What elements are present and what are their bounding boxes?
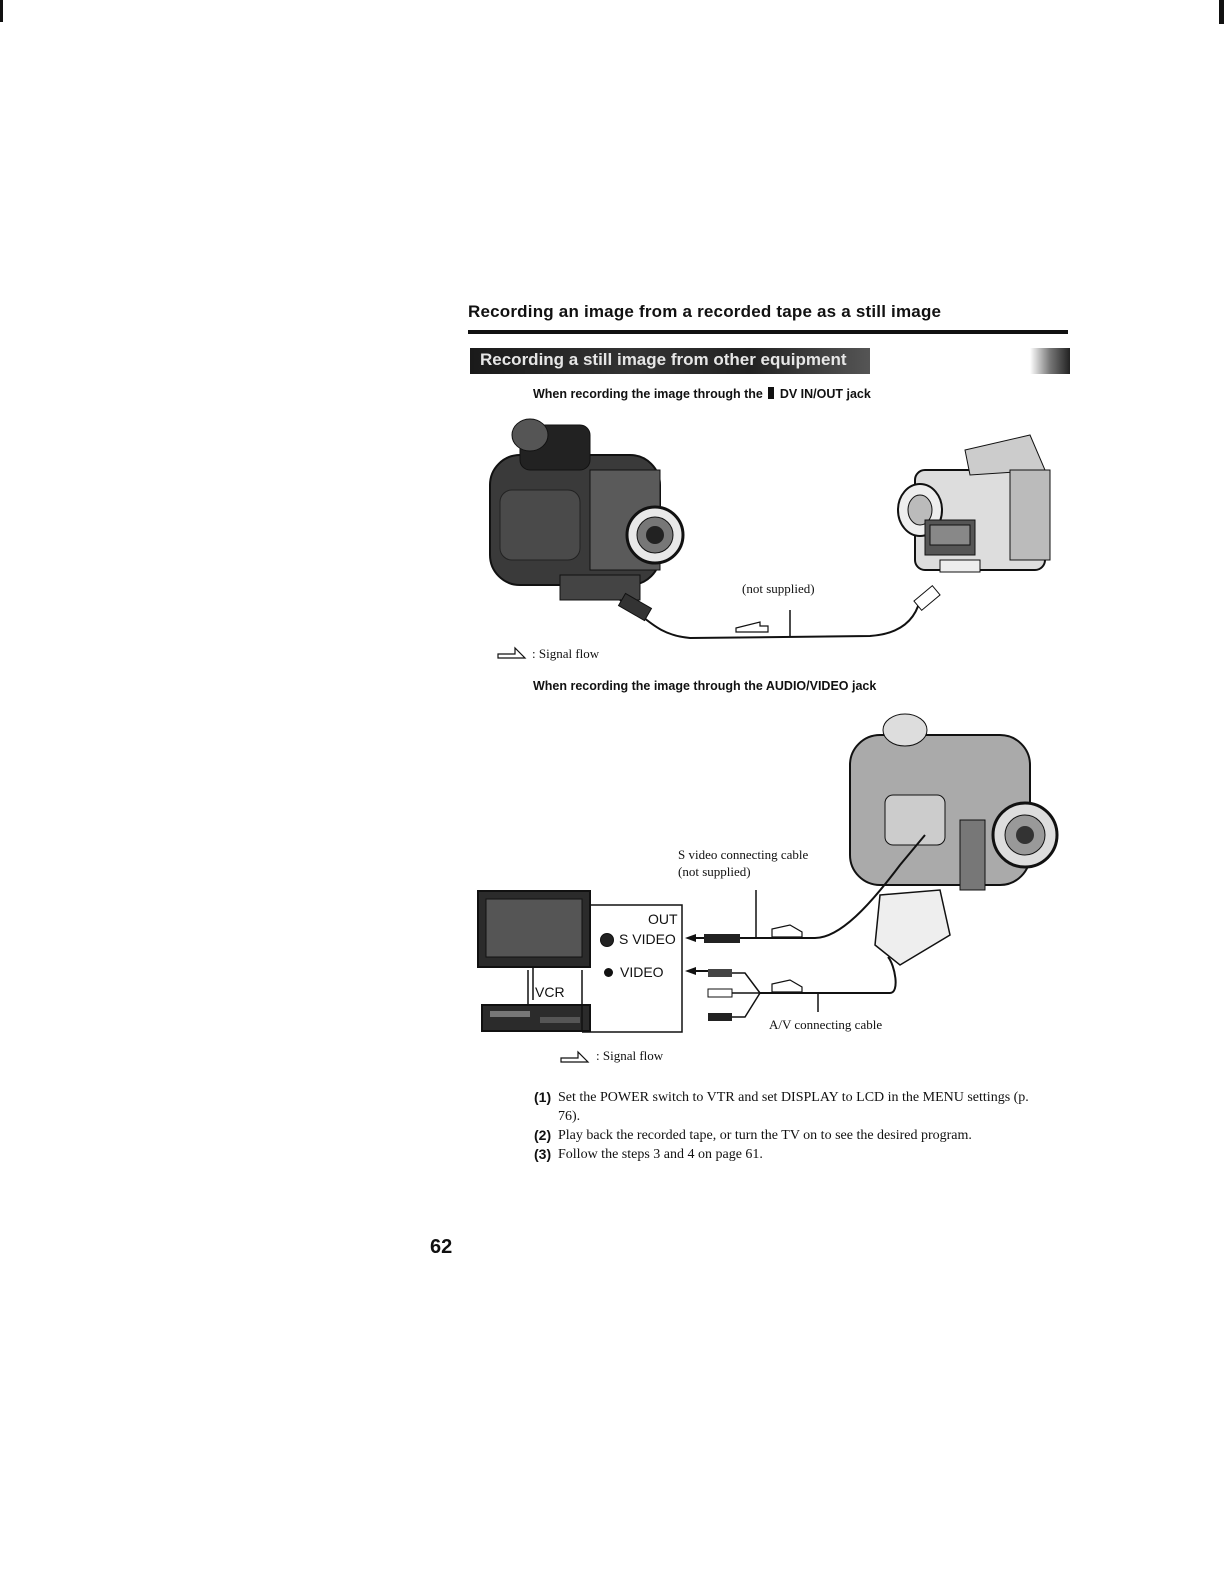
tv-illustration bbox=[478, 891, 590, 1000]
s-video-signal-arrow bbox=[772, 925, 802, 937]
dv-legend-arrow-icon bbox=[497, 646, 527, 660]
dv-heading bbox=[533, 387, 871, 401]
panel-s-video-label: S VIDEO bbox=[619, 931, 676, 947]
banner-end bbox=[1030, 348, 1070, 374]
step-text: Set the POWER switch to VTR and set DISPLAY to LCD in the MENU settings (p. 76). bbox=[558, 1090, 1029, 1124]
left-camcorder-illustration bbox=[490, 419, 683, 600]
step-number: (2) bbox=[534, 1127, 552, 1143]
av-camcorder-illustration bbox=[850, 714, 1057, 965]
vcr-illustration bbox=[482, 1005, 590, 1031]
av-heading: When recording the image through the AUDIO/VIDEO jack bbox=[533, 679, 877, 693]
right-edge-mark bbox=[1219, 0, 1224, 24]
s-video-cable-note: (not supplied) bbox=[678, 864, 751, 879]
step-text: Play back the recorded tape, or turn the TV on to see the desired program. bbox=[558, 1128, 972, 1143]
dv-cable bbox=[620, 600, 920, 638]
step-item bbox=[534, 1145, 1054, 1164]
step-number: (1) bbox=[534, 1089, 552, 1105]
page-number: 62 bbox=[430, 1236, 453, 1258]
s-video-cable-label: S video connecting cable bbox=[678, 847, 809, 862]
panel-out-label: OUT bbox=[648, 911, 678, 927]
panel-video-label: VIDEO bbox=[620, 964, 664, 980]
step-text: Follow the steps 3 and 4 on page 61. bbox=[558, 1147, 763, 1162]
left-edge-mark bbox=[0, 0, 3, 22]
dv-signal-flow-arrow bbox=[736, 622, 768, 632]
dv-cable-label: (not supplied) bbox=[742, 581, 815, 596]
banner bbox=[470, 348, 1070, 374]
dv-connection-diagram bbox=[470, 410, 1070, 670]
step-number: (3) bbox=[534, 1146, 552, 1162]
dv-heading-suffix: DV IN/OUT jack bbox=[779, 387, 871, 401]
steps-list bbox=[534, 1088, 1054, 1164]
step-item bbox=[534, 1126, 1054, 1145]
title-rule bbox=[468, 330, 1068, 334]
video-jack-icon bbox=[604, 968, 613, 977]
av-legend-arrow-icon bbox=[560, 1050, 590, 1064]
dv-legend-label: : Signal flow bbox=[532, 646, 600, 661]
dv-heading-prefix: When recording the image through the bbox=[533, 387, 763, 401]
right-camcorder-illustration bbox=[898, 435, 1050, 572]
av-cable-label: A/V connecting cable bbox=[769, 1017, 883, 1032]
banner-title: Recording a still image from other equipment bbox=[480, 350, 847, 369]
av-signal-arrow bbox=[772, 980, 802, 992]
av-legend-label: : Signal flow bbox=[596, 1048, 664, 1063]
step-item bbox=[534, 1088, 1054, 1126]
section-title: Recording an image from a recorded tape as a still image bbox=[468, 302, 942, 321]
dv-icon bbox=[768, 387, 774, 399]
vcr-label: VCR bbox=[535, 984, 565, 1000]
s-video-jack-icon bbox=[600, 933, 614, 947]
